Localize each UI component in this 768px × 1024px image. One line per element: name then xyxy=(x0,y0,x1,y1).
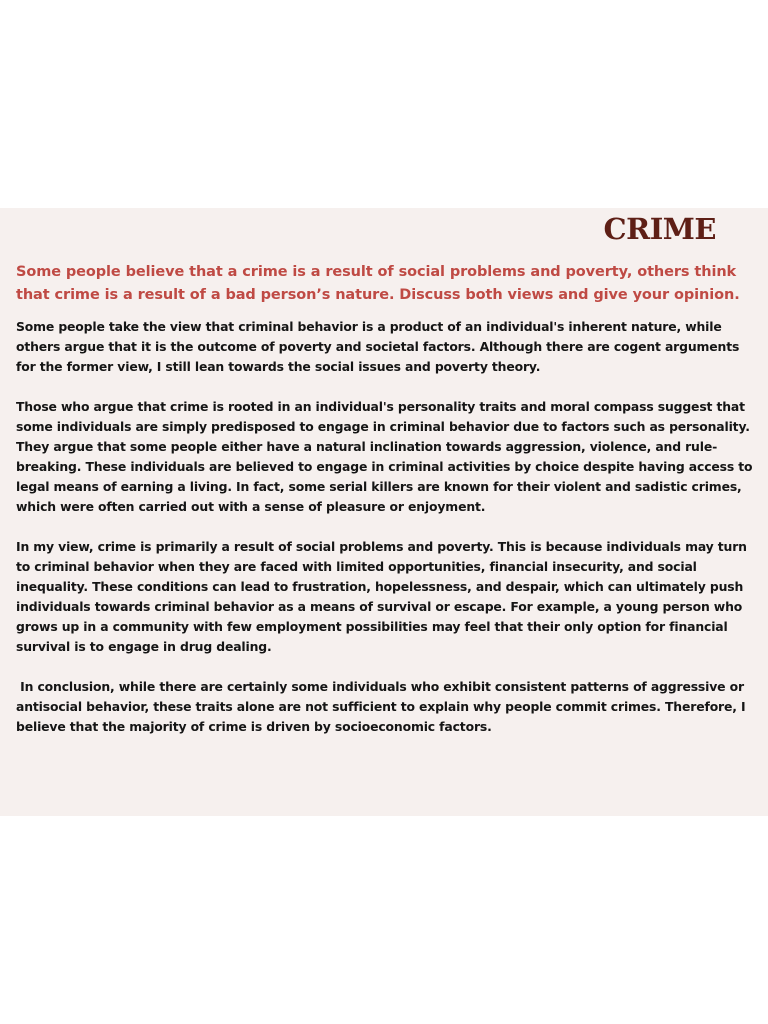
essay-sheet xyxy=(0,208,768,816)
essay-paragraph-social-view: In my view, crime is primarily a result of social problems and poverty. This is because individuals may turn to criminal behavior when they are faced with limited opportunities, financial insecurity, and social inequality. These conditions can lead to frustration, hopelessness, and despair, which can ultimately push individuals towards criminal behavior as a means of survival or escape. For example, a young person who grows up in a community with few employment possibilities may feel that their only option for financial survival is to engage in drug dealing. xyxy=(16,539,747,654)
essay-prompt: Some people believe that a crime is a result of social problems and poverty, others think that crime is a result of a bad person’s nature. Discuss both views and give your opinion. xyxy=(16,264,740,303)
essay-paragraph-conclusion: In conclusion, while there are certainly some individuals who exhibit consistent patterns of aggressive or antisocial behavior, these traits alone are not sufficient to explain why people commit crimes. Therefore, I believe that the majority of crime is driven by socioeconomic factors. xyxy=(16,679,750,734)
document-title: CRIME xyxy=(603,212,716,246)
essay-paragraph-introduction: Some people take the view that criminal behavior is a product of an individual's inherent nature, while others argue that it is the outcome of poverty and societal factors. Although there are cogent arguments for the former view, I still lean towards the social issues and poverty theory. xyxy=(16,319,740,374)
essay-body xyxy=(16,317,758,757)
essay-paragraph-nature-view: Those who argue that crime is rooted in an individual's personality traits and moral compass suggest that some individuals are simply predisposed to engage in criminal behavior due to factors such as personality. They argue that some people either have a natural inclination towards aggression, violence, and rule-breaking. These individuals are believed to engage in criminal activities by choice despite having access to legal means of earning a living. In fact, some serial killers are known for their violent and sadistic crimes, which were often carried out with a sense of pleasure or enjoyment. xyxy=(16,399,753,514)
